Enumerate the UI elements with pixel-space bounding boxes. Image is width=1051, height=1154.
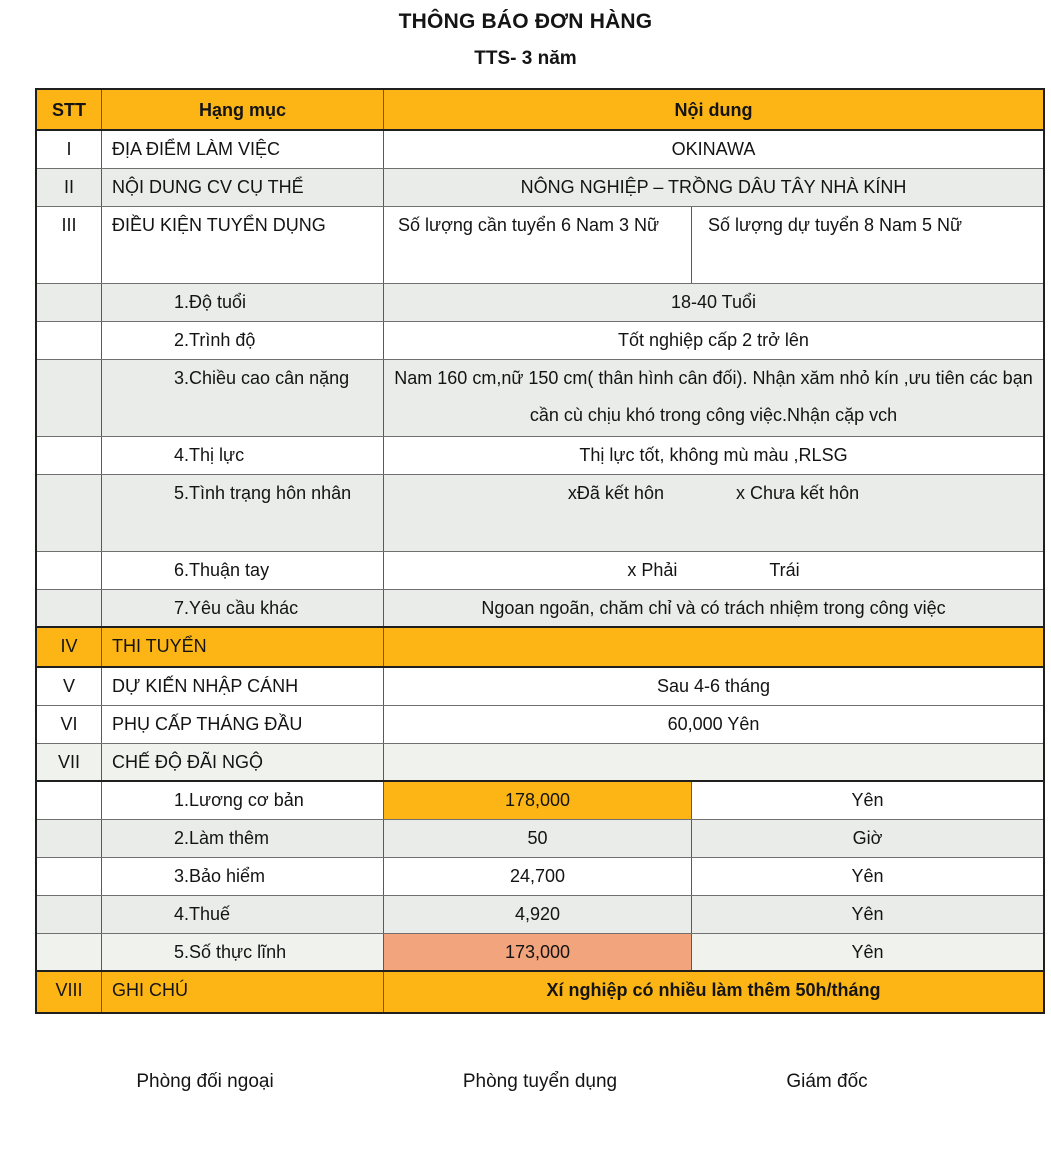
content-cell [384,475,1043,551]
stt-cell [37,437,102,474]
header-stt: STT [37,90,102,129]
content-cell [384,552,1043,589]
signature-director: Giám đốc [786,1071,868,1092]
stt-cell [37,820,102,857]
stt-cell: II [37,169,102,206]
stt-cell [37,322,102,359]
stt-cell [37,896,102,933]
unit-cell: Yên [851,866,884,886]
table-header-row [37,90,1043,131]
stt-cell [37,360,102,436]
stt-cell [37,590,102,626]
signature-footer [0,1062,1051,1102]
content-cell: Tốt nghiệp cấp 2 trở lên [618,330,809,350]
table-row-notes [37,972,1043,1012]
category-cell: 2.Làm thêm [102,820,384,857]
table-row-age [37,284,1043,322]
value-cell: 4,920 [384,896,692,933]
table-row-job-description [37,169,1043,207]
unit-cell: Giờ [852,828,883,848]
category-cell: ĐỊA ĐIỂM LÀM VIỆC [102,131,384,168]
table-row-expected-entry [37,668,1043,706]
category-cell: 4.Thuế [102,896,384,933]
table-row-height-weight [37,360,1043,437]
category-cell: PHỤ CẤP THÁNG ĐẦU [102,706,384,743]
category-cell: CHẾ ĐỘ ĐÃI NGỘ [102,744,384,780]
content-cell: Thị lực tốt, không mù màu ,RLSG [579,445,848,465]
option-single: x Chưa kết hôn [735,483,860,503]
content-cell: Sau 4-6 tháng [656,676,771,696]
stt-cell: I [37,131,102,168]
table-row-exam [37,628,1043,668]
unit-cell: Yên [851,942,884,962]
content-cell: 18-40 Tuổi [670,292,757,312]
category-cell: THI TUYỂN [102,628,384,666]
category-cell: GHI CHÚ [102,972,384,1012]
stt-cell [37,934,102,970]
category-cell: 4.Thị lực [102,437,384,474]
category-cell: 7.Yêu cầu khác [102,590,384,626]
content-cell: Xí nghiệp có nhiều làm thêm 50h/tháng [546,980,881,1000]
stt-cell [37,552,102,589]
table-row-net-salary [37,934,1043,972]
value-cell: 50 [384,820,692,857]
category-cell: 5.Tình trạng hôn nhân [102,475,384,551]
category-cell: 2.Trình độ [102,322,384,359]
stt-cell [37,858,102,895]
value-cell: 173,000 [384,934,692,970]
stt-cell: V [37,668,102,705]
signature-foreign-affairs: Phòng đối ngoại [136,1071,274,1092]
stt-cell [37,782,102,819]
content-cell [384,744,1043,780]
category-cell: 1.Lương cơ bản [102,782,384,819]
table-row-benefits [37,744,1043,782]
value-cell: 178,000 [384,782,692,819]
category-cell: 3.Bảo hiểm [102,858,384,895]
header-category: Hạng mục [102,90,384,129]
option-married: xĐã kết hôn [567,483,664,503]
table-row-eyesight [37,437,1043,475]
table-row-other-requirements [37,590,1043,628]
content-cell [384,628,1043,666]
category-cell: 1.Độ tuổi [102,284,384,321]
option-left-hand: Trái [769,560,800,580]
content-cell: Nam 160 cm,nữ 150 cm( thân hình cân đối). Nhận xăm nhỏ kín ,ưu tiên các bạn cần cù chịu khó trong công việc.Nhận cặp vch [394,368,1033,425]
table-row-first-month-allowance [37,706,1043,744]
category-cell: ĐIỀU KIỆN TUYỂN DỤNG [102,207,384,283]
table-row-work-location [37,131,1043,169]
order-table [35,88,1045,1014]
unit-cell: Yên [851,904,884,924]
table-row-overtime [37,820,1043,858]
content-cell: NÔNG NGHIỆP – TRỒNG DÂU TÂY NHÀ KÍNH [520,177,907,197]
content-cell: OKINAWA [671,139,756,159]
signature-recruitment: Phòng tuyển dụng [462,1071,618,1092]
stt-cell [37,284,102,321]
category-cell: NỘI DUNG CV CỤ THỂ [102,169,384,206]
stt-cell: III [37,207,102,283]
content-cell: 60,000 Yên [667,714,760,734]
table-row-insurance [37,858,1043,896]
content-cell: Ngoan ngoãn, chăm chỉ và có trách nhiệm trong công việc [481,598,946,618]
stt-cell: IV [37,628,102,666]
table-row-recruitment-conditions [37,207,1043,284]
category-cell: 5.Số thực lĩnh [102,934,384,970]
category-cell: 6.Thuận tay [102,552,384,589]
header-content: Nội dung [674,100,753,120]
stt-cell: VII [37,744,102,780]
value-cell: 24,700 [384,858,692,895]
document-title: THÔNG BÁO ĐƠN HÀNG [398,10,653,33]
option-right-hand: x Phải [627,560,678,580]
table-row-tax [37,896,1043,934]
table-row-marital-status [37,475,1043,552]
stt-cell: VIII [37,972,102,1012]
table-row-dominant-hand [37,552,1043,590]
table-row-base-salary [37,782,1043,820]
category-cell: 3.Chiều cao cân nặng [102,360,384,436]
category-cell: DỰ KIẾN NHẬP CÁNH [102,668,384,705]
document-subtitle: TTS- 3 năm [474,48,577,69]
stt-cell: VI [37,706,102,743]
stt-cell [37,475,102,551]
unit-cell: Yên [851,790,884,810]
content-cell-left: Số lượng cần tuyển 6 Nam 3 Nữ [384,207,692,283]
content-cell-right: Số lượng dự tuyển 8 Nam 5 Nữ [708,215,963,235]
table-row-education [37,322,1043,360]
